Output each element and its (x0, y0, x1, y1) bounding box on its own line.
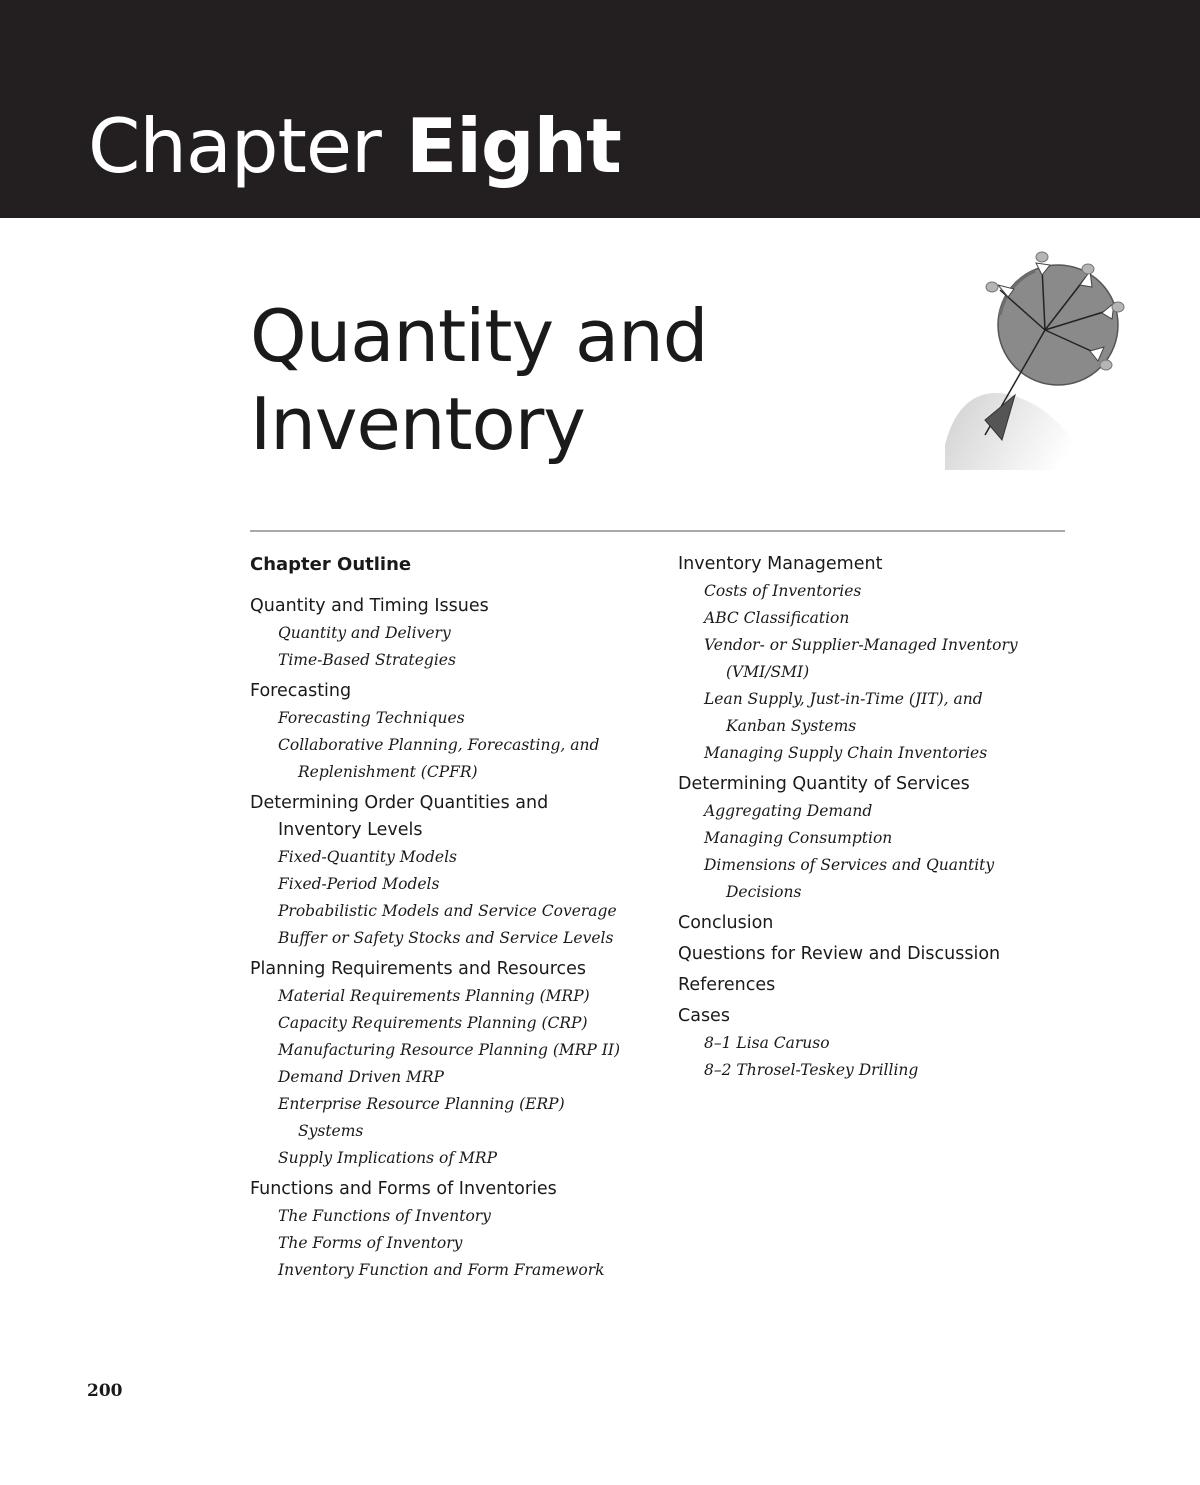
outline-item: Capacity Requirements Planning (CRP) (278, 1014, 588, 1032)
chapter-title (250, 292, 707, 468)
outline-item: Lean Supply, Just-in-Time (JIT), and (704, 690, 983, 708)
outline-item: ABC Classification (704, 609, 850, 627)
outline-section: Planning Requirements and Resources (250, 959, 587, 979)
page-number: 200 (87, 1381, 123, 1401)
outline-item: 8–2 Throsel-Teskey Drilling (704, 1061, 919, 1079)
outline-section: Cases (678, 1006, 730, 1026)
outline-item: Time-Based Strategies (278, 651, 456, 669)
outline-item: Fixed-Period Models (278, 875, 440, 893)
outline-item: Inventory Function and Form Framework (278, 1261, 605, 1279)
outline-section: Questions for Review and Discussion (678, 944, 1001, 964)
section-divider (250, 530, 1065, 532)
outline-item: Forecasting Techniques (278, 709, 465, 727)
outline-item: The Forms of Inventory (278, 1234, 463, 1252)
chapter-heading (88, 96, 621, 196)
chapter-word: Chapter (88, 102, 381, 190)
outline-section: Functions and Forms of Inventories (250, 1179, 557, 1199)
outline-item-continued: Kanban Systems (726, 717, 857, 735)
outline-item: Material Requirements Planning (MRP) (278, 987, 590, 1005)
outline-item: Buffer or Safety Stocks and Service Levels (278, 929, 614, 947)
outline-item: The Functions of Inventory (278, 1207, 491, 1225)
outline-item: Dimensions of Services and Quantity (704, 856, 995, 874)
outline-section: Determining Order Quantities and (250, 793, 549, 813)
outline-item: Quantity and Delivery (278, 624, 451, 642)
outline-section: Inventory Management (678, 554, 883, 574)
outline-item: Collaborative Planning, Forecasting, and (278, 736, 600, 754)
outline-item-continued: Decisions (726, 883, 802, 901)
outline-section: Conclusion (678, 913, 774, 933)
outline-item: Manufacturing Resource Planning (MRP II) (278, 1041, 621, 1059)
outline-item-continued: Systems (298, 1122, 364, 1140)
outline-item-continued: (VMI/SMI) (726, 663, 810, 681)
outline-item: Supply Implications of MRP (278, 1149, 498, 1167)
outline-section: References (678, 975, 776, 995)
outline-item-continued: Replenishment (CPFR) (298, 763, 478, 781)
outline-item: Costs of Inventories (704, 582, 862, 600)
outline-item: Aggregating Demand (704, 802, 873, 820)
outline-item: Managing Supply Chain Inventories (704, 744, 988, 762)
outline-section: Quantity and Timing Issues (250, 596, 489, 616)
outline-section-continued: Inventory Levels (278, 820, 423, 840)
chapter-outline-right (678, 551, 1078, 1084)
outline-item: Fixed-Quantity Models (278, 848, 458, 866)
chapter-number: Eight (405, 102, 621, 190)
chapter-emblem-icon (940, 245, 1140, 470)
outline-heading: Chapter Outline (250, 554, 412, 575)
outline-section: Determining Quantity of Services (678, 774, 970, 794)
outline-item: Managing Consumption (704, 829, 893, 847)
chapter-title-line-1: Quantity and (250, 294, 708, 378)
outline-item: Vendor- or Supplier-Managed Inventory (704, 636, 1018, 654)
chapter-banner (0, 0, 1200, 218)
outline-item: Probabilistic Models and Service Coverage (278, 902, 617, 920)
outline-item: 8–1 Lisa Caruso (704, 1034, 830, 1052)
outline-item: Demand Driven MRP (278, 1068, 444, 1086)
outline-item: Enterprise Resource Planning (ERP) (278, 1095, 565, 1113)
outline-section: Forecasting (250, 681, 352, 701)
chapter-outline-left (250, 551, 660, 1284)
chapter-title-line-2: Inventory (250, 382, 585, 466)
